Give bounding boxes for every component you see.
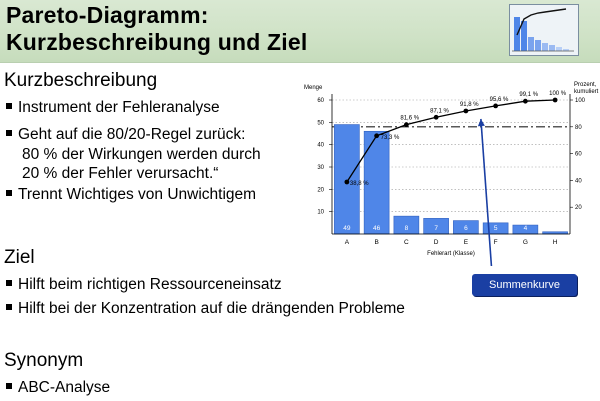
x-tick-label: G [522,239,528,246]
bullet-item: Instrument der Fehleranalyse [6,98,220,117]
x-tick-label: C [404,239,409,246]
cumulative-label: 91,8 % [459,101,479,108]
cumulative-label: 38,8 % [349,181,369,188]
bar-value-label: 5 [493,225,498,232]
bullet-square-icon [6,130,12,136]
cumulative-point [493,103,498,108]
right-tick-label: 20 [575,205,582,212]
bar-A [334,125,359,234]
bullet-item: Geht auf die 80/20-Regel zurück: [6,125,245,144]
bullet-continuation: 20 % der Fehler verursacht.“ [22,165,219,182]
cumulative-label: 95,6 % [489,96,509,103]
right-tick-label: 60 [575,151,582,158]
right-tick-label: 40 [575,178,582,185]
cumulative-point [434,115,439,120]
bullet-continuation: 80 % der Wirkungen werden durch [22,146,261,163]
cumulative-label: 87,1 % [430,108,449,115]
x-tick-label: H [552,239,558,246]
pareto-chart [300,76,600,266]
left-axis-title: Menge [304,85,323,91]
bullet-square-icon [6,190,12,196]
bar-value-label: 1 [553,225,557,232]
bullet-square-icon [6,103,12,109]
page-title-line-1: Pareto-Diagramm: [6,2,209,28]
cumulative-label: 100 % [549,91,567,97]
bar-value-label: 4 [523,225,528,232]
right-axis-title-line-2: kumuliert [574,89,599,95]
x-tick-label: D [433,239,439,246]
bullet-item: Hilft bei der Konzentration auf die drängenden Probleme [6,299,405,318]
pareto-thumbnail-icon [509,4,579,56]
bar-value-label: 49 [343,225,351,232]
cumulative-point [553,98,558,103]
right-tick-label: 80 [575,124,582,131]
cumulative-label: 99,1 % [519,92,539,99]
bullet-square-icon [6,304,12,310]
section-title-ziel: Ziel [4,247,35,268]
x-axis-title: Fehlerart (Klasse) [427,251,475,257]
cumulative-point [523,99,528,104]
summenkurve-callout: Summenkurve [472,274,577,296]
left-tick-label: 10 [317,209,324,216]
left-tick-label: 50 [317,120,324,127]
cumulative-label: 73,3 % [380,134,400,141]
cumulative-point [374,133,379,138]
left-tick-label: 40 [317,142,324,149]
section-title-kurzbeschreibung: Kurzbeschreibung [4,70,158,91]
x-tick-label: F [493,239,498,246]
left-tick-label: 20 [317,187,324,194]
bar-value-label: 8 [404,225,409,232]
right-axis-title-line-1: Prozent, [574,82,597,88]
section-title-synonym: Synonym [4,350,84,371]
bar-value-label: 6 [464,225,468,232]
bullet-square-icon [6,280,12,286]
bullet-item: ABC-Analyse [6,378,110,397]
callout-arrow [481,119,492,266]
page-title-line-2: Kurzbeschreibung und Ziel [6,29,308,55]
bullet-item: Hilft beim richtigen Ressourceneinsatz [6,275,282,294]
title-banner [0,0,600,63]
bar-value-label: 7 [434,225,438,232]
left-tick-label: 60 [317,98,324,104]
cumulative-label: 81,6 % [400,115,420,122]
bullet-square-icon [6,383,12,389]
left-tick-label: 30 [317,165,324,171]
cumulative-point [404,122,409,127]
bullet-item: Trennt Wichtiges von Unwichtigem [6,185,256,204]
x-tick-label: A [344,239,350,246]
x-tick-label: B [374,239,379,246]
x-tick-label: E [463,239,469,246]
cumulative-point [344,180,349,185]
bar-value-label: 46 [373,225,381,232]
cumulative-point [463,109,468,114]
right-tick-label: 100 [575,98,586,104]
